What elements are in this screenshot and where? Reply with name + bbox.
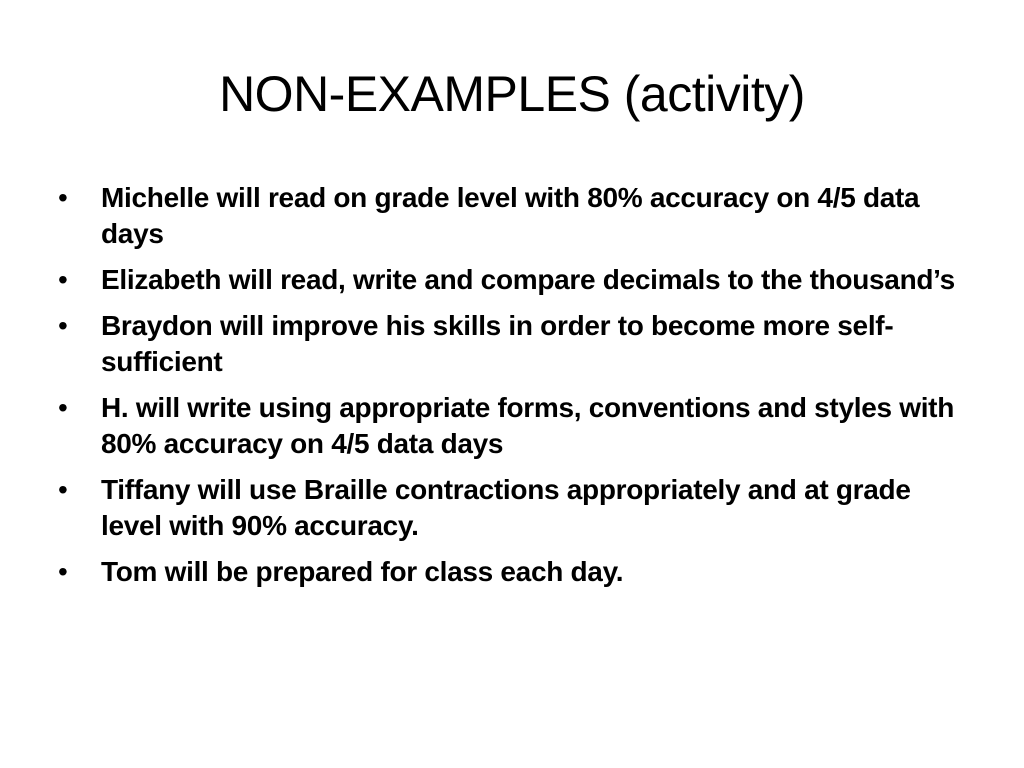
- bullet-dot-icon: •: [58, 182, 68, 213]
- bullet-text: Braydon will improve his skills in order to become more self-sufficient: [101, 310, 894, 377]
- bullet-dot-icon: •: [58, 556, 68, 587]
- bullet-dot-icon: •: [58, 392, 68, 423]
- slide-title: NON-EXAMPLES (activity): [219, 66, 805, 122]
- bullet-item: [58, 554, 968, 590]
- bullet-dot-icon: •: [58, 310, 68, 341]
- bullet-item: [58, 308, 968, 380]
- bullet-dot-icon: •: [58, 264, 68, 295]
- bullet-text: Tiffany will use Braille contractions appropriately and at grade level with 90% accuracy.: [101, 474, 911, 541]
- bullet-list: [58, 180, 968, 600]
- bullet-item: [58, 262, 968, 298]
- bullet-text: H. will write using appropriate forms, conventions and styles with 80% accuracy on 4/5 data days: [101, 392, 955, 459]
- bullet-dot-icon: •: [58, 474, 68, 505]
- bullet-item: [58, 472, 968, 544]
- bullet-text: Tom will be prepared for class each day.: [101, 556, 624, 587]
- bullet-item: [58, 390, 968, 462]
- bullet-text: Elizabeth will read, write and compare decimals to the thousand’s: [101, 264, 955, 295]
- bullet-text: Michelle will read on grade level with 80% accuracy on 4/5 data days: [101, 182, 920, 249]
- bullet-item: [58, 180, 968, 252]
